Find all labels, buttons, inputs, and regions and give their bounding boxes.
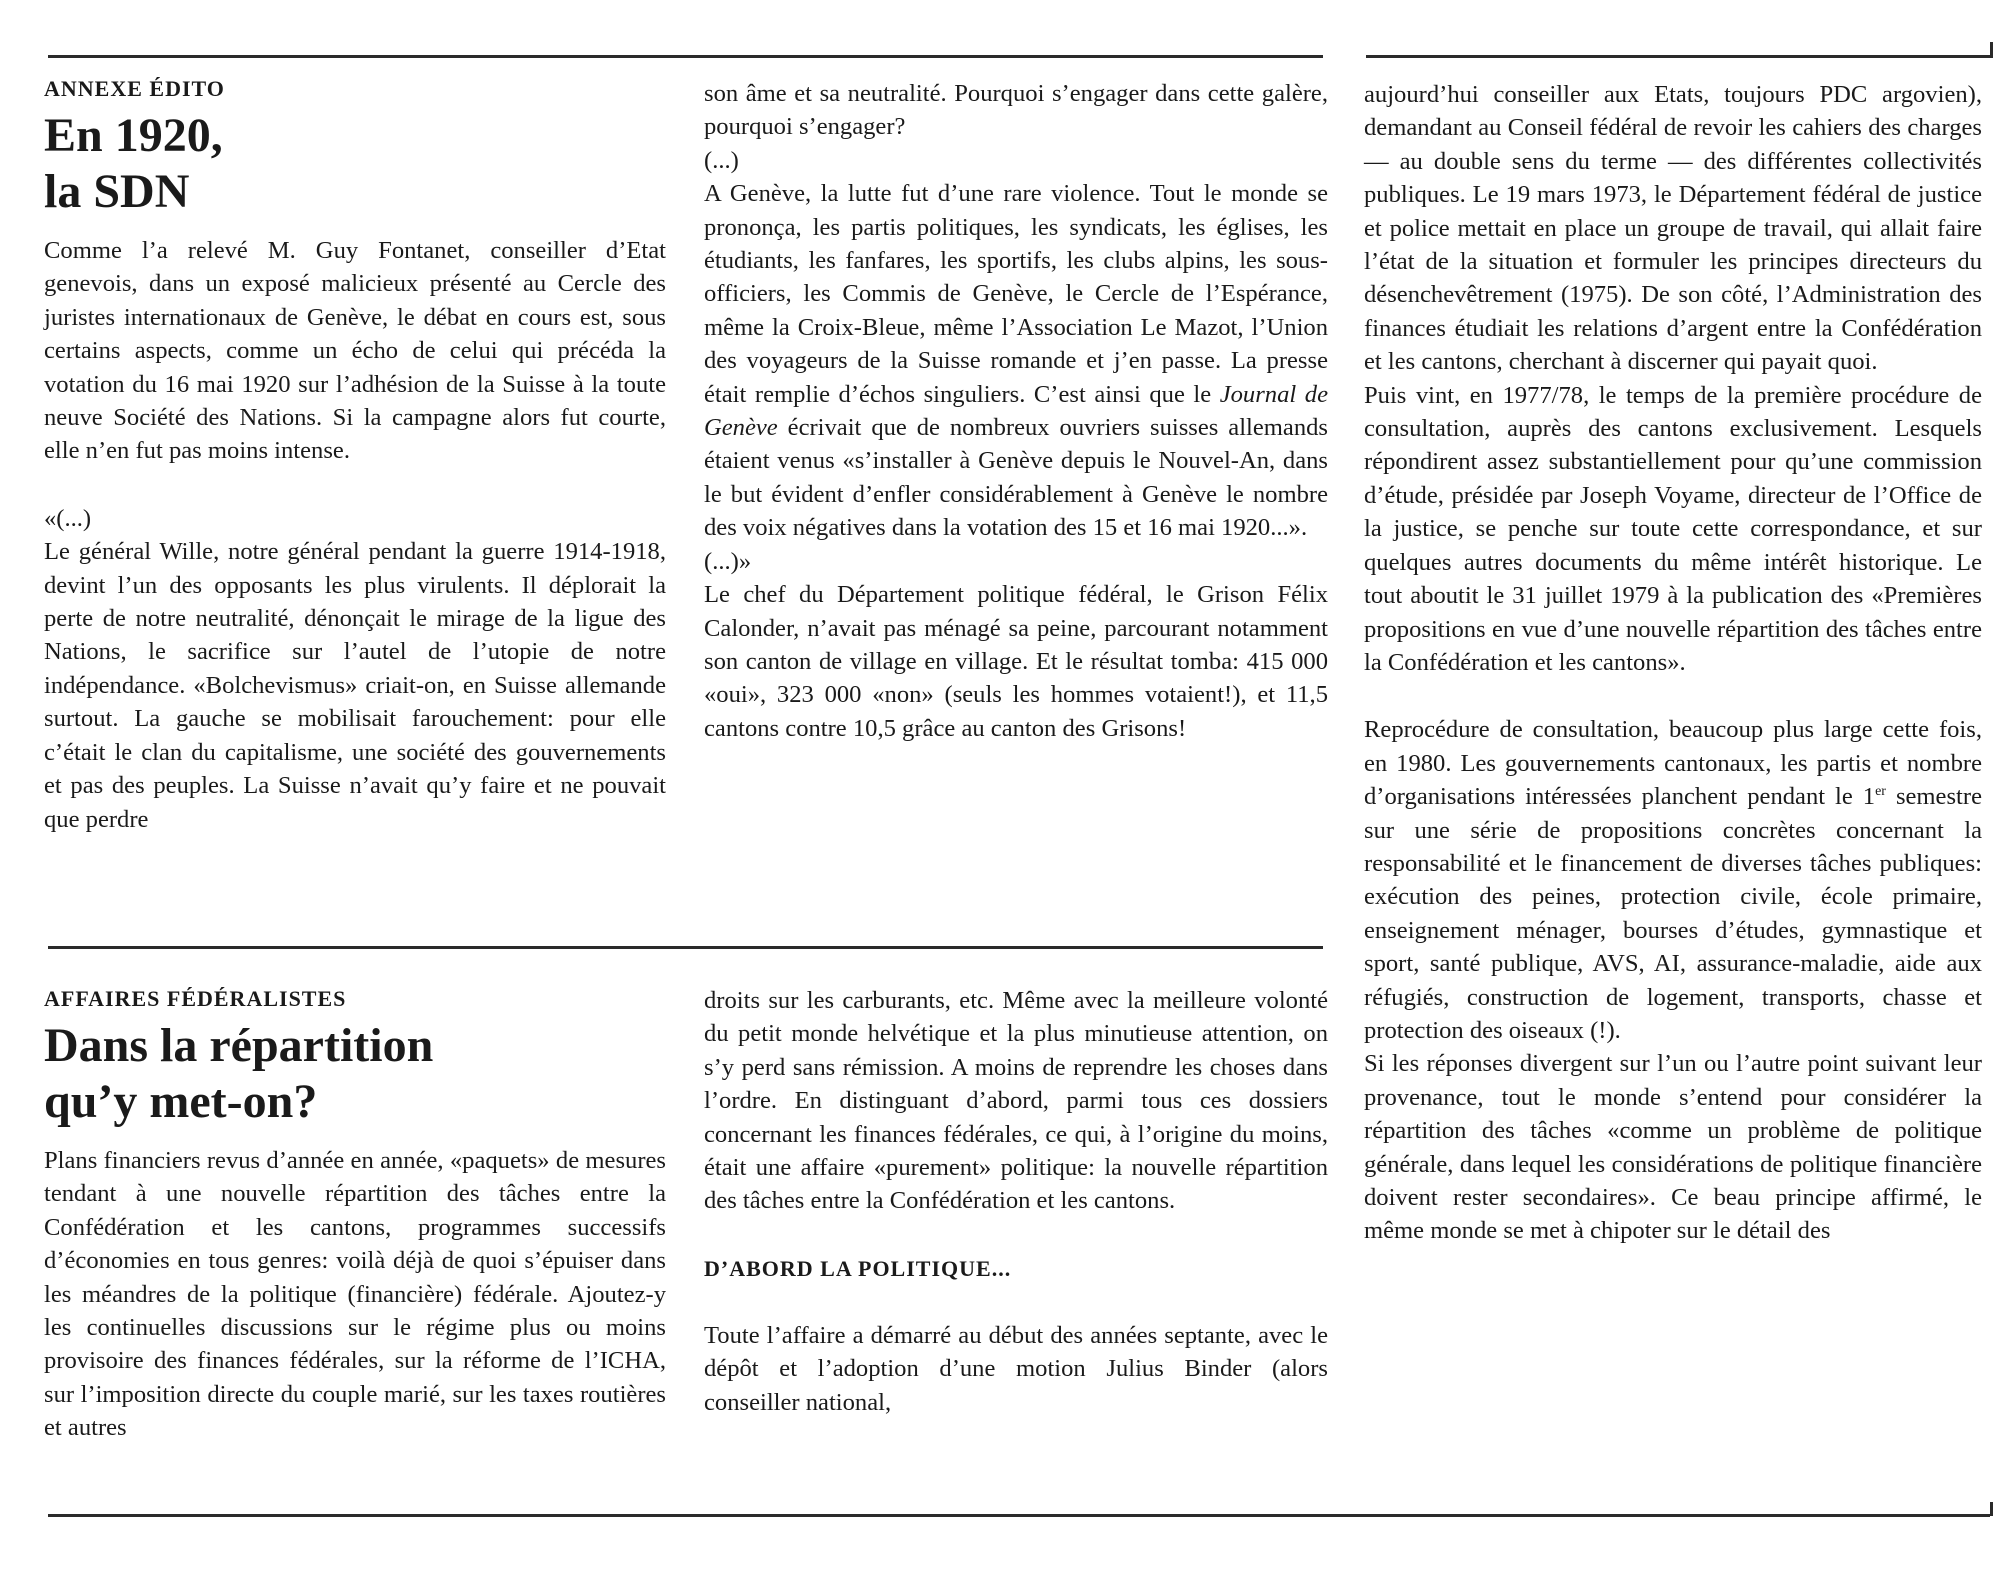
- article2-column3: [1364, 78, 1982, 1248]
- article2-headline-line2: qu’y met-on?: [44, 1075, 318, 1128]
- article2-headline-line1: Dans la répartition: [44, 1019, 434, 1072]
- article2-column1-text: [44, 1144, 666, 1445]
- article2-paragraph: Si les réponses divergent sur l’un ou l’autre point suivant leur provenance, tout le monde s’entend pour considérer la répartition des tâches «comme un problème de politique générale, dans lequel les considérations de politique financière doivent rester secondaires». Ce beau principe affirmé, le même monde se met à chipoter sur le détail des: [1364, 1050, 1982, 1245]
- article1-paragraph: son âme et sa neutralité. Pourquoi s’engager dans cette galère, pourquoi s’engager?: [704, 80, 1328, 141]
- article1-paragraph: Le général Wille, notre général pendant la guerre 1914-1918, devint l’un des opposants les plus virulents. Il déplorait la perte de notre neutralité, dénonçait le mirage de la ligue des Nations, le sacrifice sur l’autel de l’utopie de notre indépendance. «Bolchevismus» criait-on, en Suisse allemande surtout. La gauche se mobilisait farouchement: pour elle c’était le clan du capitalisme, une société des gouvernements et pas des peuples. La Suisse n’avait qu’y faire et ne pouvait que perdre: [44, 538, 666, 833]
- article1-paragraph: Comme l’a relevé M. Guy Fontanet, conseiller d’Etat genevois, dans un exposé malicieux présenté au Cercle des juristes internationaux de Genève, le débat en cours est, sous certains aspects, comme un écho de celui qui précéda la votation du 16 mai 1920 sur l’adhésion de la Suisse à la toute neuve Société des Nations. Si la campagne alors fut courte, elle n’en fut pas moins intense.: [44, 237, 666, 465]
- crop-mark-top-right: [1990, 42, 1993, 58]
- article2-subhead: D’ABORD LA POLITIQUE...: [704, 1255, 1012, 1281]
- article1-headline: [44, 108, 666, 220]
- article1-column1: [44, 76, 666, 836]
- crop-mark-bottom-right: [1990, 1502, 1993, 1516]
- article1-paragraph: (...): [704, 146, 739, 174]
- article1-paragraph: «(...): [44, 504, 92, 532]
- article1-paragraph: A Genève, la lutte fut d’une rare violence. Tout le monde se prononça, les partis politiques, les syndicats, les églises, les étudiants, les fanfares, les sportifs, les clubs alpins, les sous-officiers, les Commis de Genève, le Cercle de l’Espérance, même la Croix-Bleue, même l’Association Le Mazot, l’Union des voyageurs de la Suisse romande et j’en passe. La presse était remplie d’échos singuliers. C’est ainsi que le Journal de Genève écrivait que de nombreux ouvriers suisses allemands étaient venus «s’installer à Genève depuis le Nouvel-An, dans le but évident d’enfler considérablement à Genève le nombre des voix négatives dans la votation des 15 et 16 mai 1920...».: [704, 180, 1328, 542]
- top-rule-right: [1366, 55, 1990, 58]
- article2-paragraph: Toute l’affaire a démarré au début des années septante, avec le dépôt et l’adoption d’une motion Julius Binder (alors conseiller national,: [704, 1321, 1328, 1416]
- article2-paragraph: Puis vint, en 1977/78, le temps de la première procédure de consultation, auprès des cantons exclusivement. Lesquels répondirent assez substantiellement pour qu’une commission d’étude, présidée par Joseph Voyame, directeur de l’Office de la justice, se penche sur toute cette correspondance, et sur quelques autres documents du même intérêt historique. Le tout aboutit le 31 juillet 1979 à la publication des «Premières propositions en vue d’une nouvelle répartition des tâches entre la Confédération et les cantons».: [1364, 381, 1982, 676]
- newspaper-title-italic: Journal de Genève: [704, 380, 1328, 442]
- article1-column1-text: [44, 234, 666, 836]
- article1-headline-line1: En 1920,: [44, 109, 223, 162]
- article1-column2: [704, 77, 1328, 745]
- article1-headline-line2: la SDN: [44, 165, 190, 218]
- article2-paragraph: aujourd’hui conseiller aux Etats, toujours PDC argovien), demandant au Conseil fédéral de revoir les cahiers des charges — au double sens du terme — des différentes collectivités publiques. Le 19 mars 1973, le Département fédéral de justice et police mettait en place un groupe de travail, qui allait faire l’état de la situation et formuler les principes directeurs du désenchevêtrement (1975). De son côté, l’Administration des finances étudiait les relations d’argent entre la Confédération et les cantons, cherchant à discerner qui payait quoi.: [1364, 81, 1982, 376]
- bottom-rule: [48, 1514, 1990, 1517]
- article2-paragraph: droits sur les carburants, etc. Même avec la meilleure volonté du petit monde helvétique et la plus minutieuse attention, on s’y perd sans rémission. A moins de reprendre les choses dans l’ordre. En distinguant d’abord, parmi tous ces dossiers concernant les finances fédérales, ce qui, à l’origine du moins, était une affaire «purement» politique: la nouvelle répartition des tâches entre la Confédération et les cantons.: [704, 987, 1328, 1215]
- article1-paragraph: Le chef du Département politique fédéral, le Grison Félix Calonder, n’avait pas ménagé sa peine, parcourant notamment son canton de village en village. Et le résultat tomba: 415 000 «oui», 323 000 «non» (seuls les hommes votaient!), et 11,5 cantons contre 10,5 grâce au canton des Grisons!: [704, 581, 1328, 742]
- article1-kicker: ANNEXE ÉDITO: [44, 76, 225, 101]
- article2-paragraph: Plans financiers revus d’année en année, «paquets» de mesures tendant à une nouvelle répartition des tâches entre la Confédération et les cantons, programmes successifs d’économies en tous genres: voilà déjà de quoi s’épuiser dans les méandres de la politique (financière) fédérale. Ajoutez-y les continuelles discussions sur le régime plus ou moins provisoire des finances fédérales, sur la réforme de l’ICHA, sur l’imposition directe du couple marié, sur les taxes routières et autres: [44, 1147, 666, 1442]
- article2-kicker: AFFAIRES FÉDÉRALISTES: [44, 986, 347, 1011]
- article2-paragraph: Reprocédure de consultation, beaucoup plus large cette fois, en 1980. Les gouvernements cantonaux, les partis et nombre d’organisations intéressées planchent pendant le 1er semestre sur une série de propositions concrètes concernant la responsabilité et le financement de diverses tâches publiques: exécution des peines, protection civile, école primaire, enseignement ménager, bourses d’études, gymnastique et sport, santé publique, AVS, AI, assurance-maladie, aide aux réfugiés, construction de logement, transports, chasse et protection des oiseaux (!).: [1364, 716, 1982, 1044]
- article1-paragraph: (...)»: [704, 547, 752, 575]
- top-rule-left: [48, 55, 1323, 58]
- article2-headline: [44, 1018, 666, 1130]
- article2-column1: [44, 986, 666, 1445]
- article-separator-rule: [48, 946, 1323, 949]
- article2-column2: [704, 984, 1328, 1419]
- ordinal-superscript: er: [1875, 783, 1886, 799]
